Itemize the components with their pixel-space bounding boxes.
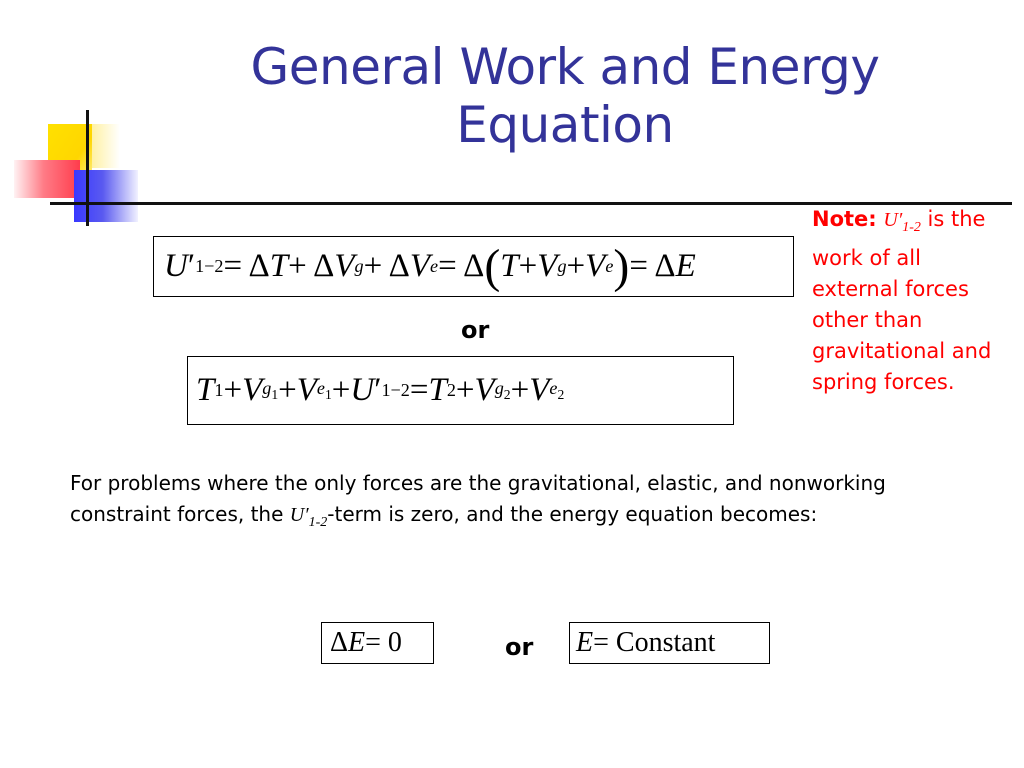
eq2-symbol-V: V: [474, 372, 495, 408]
or-label: or: [505, 633, 534, 661]
eq1-symbol-V: V: [537, 248, 558, 284]
eq2-symbol-U: U: [350, 372, 375, 408]
paragraph-symbol-U-prime: U′: [289, 504, 309, 526]
eq1-plus: +: [518, 248, 538, 284]
eq1-subscript-g: g: [557, 256, 567, 276]
eq2-equals: =: [409, 372, 429, 408]
paragraph-symbol-subscript: 1-2: [308, 515, 328, 530]
eq1-equals-delta: = Δ: [629, 248, 676, 284]
note-text: the work of all external forces other than gravitational and spring forces.: [812, 207, 992, 394]
eq1-equals-delta: = Δ: [438, 248, 485, 284]
decorative-red-bar: [14, 160, 80, 198]
explanation-paragraph: [70, 468, 970, 538]
eq1-subscript-1-2: 1−2: [195, 256, 224, 276]
eq2-subscript-e: e: [316, 378, 325, 399]
eq2-symbol-V: V: [242, 372, 263, 408]
eq2-subscript-index: 2: [503, 386, 511, 402]
eq1-symbol-V: V: [334, 248, 355, 284]
eq1-open-paren: (: [484, 239, 501, 293]
eq1-subscript-e: e: [605, 256, 614, 276]
eq2-plus: +: [455, 372, 475, 408]
eq2-subscript: 1: [214, 380, 224, 400]
eq1-close-paren: ): [613, 239, 630, 293]
eq4-symbol-E: E: [576, 627, 594, 658]
eq1-plus: +: [566, 248, 586, 284]
eq1-subscript-g: g: [354, 256, 364, 276]
eq2-plus: +: [331, 372, 351, 408]
decorative-blue-square: [74, 170, 138, 222]
eq1-symbol-T: T: [500, 248, 519, 284]
eq1-symbol-V: V: [585, 248, 606, 284]
eq2-subscript-g: g: [262, 378, 272, 399]
note-symbol-subscript: 1-2: [902, 220, 921, 235]
delta-e-zero-equation-box: [321, 622, 434, 664]
eq3-delta: Δ: [330, 627, 349, 658]
eq1-symbol-T: T: [269, 248, 289, 284]
eq1-subscript-e: e: [430, 256, 439, 276]
eq3-symbol-E: E: [348, 627, 366, 658]
eq3-equals-zero: = 0: [365, 627, 402, 658]
eq1-symbol-E: E: [675, 248, 696, 284]
eq2-subscript-index: 2: [557, 386, 565, 402]
decorative-yellow-glow: [92, 124, 120, 168]
energy-balance-equation-box: [187, 356, 734, 425]
e-constant-equation-box: [569, 622, 770, 664]
eq1-symbol-U: U: [164, 248, 188, 284]
decorative-vertical-line: [86, 110, 89, 226]
or-label: or: [461, 316, 490, 344]
eq1-plus-delta: + Δ: [288, 248, 335, 284]
eq2-symbol-T: T: [196, 372, 215, 408]
eq2-subscript-1-2: 1−2: [381, 380, 410, 400]
paragraph-text-before: For problems where the only forces are the gravitational, elastic, and nonworking constraint forces, the: [70, 471, 886, 526]
paragraph-symbol: [289, 504, 328, 530]
slide-title: [190, 38, 940, 154]
eq2-subscript-index: 1: [324, 386, 332, 402]
eq2-plus: +: [223, 372, 243, 408]
slide-title-line-2: Equation: [456, 96, 674, 154]
note-symbol-U-prime: U′: [883, 209, 903, 231]
work-energy-equation-box: [153, 236, 794, 297]
eq2-subscript: 2: [446, 380, 456, 400]
eq2-subscript-index: 1: [271, 386, 279, 402]
note-label: Note:: [812, 207, 877, 231]
note-symbol: [883, 209, 921, 235]
slide-title-line-1: General Work and Energy: [250, 38, 880, 96]
eq1-plus-delta: + Δ: [363, 248, 410, 284]
eq2-symbol-V: V: [529, 372, 550, 408]
eq2-subscript-e: e: [549, 378, 558, 399]
eq2-symbol-T: T: [428, 372, 447, 408]
note-text-is: is: [920, 207, 945, 231]
eq2-symbol-V: V: [296, 372, 317, 408]
eq1-equals-delta: = Δ: [223, 248, 270, 284]
eq4-equals-constant: = Constant: [593, 627, 716, 658]
eq1-prime: ′: [187, 248, 196, 284]
note-box: [812, 204, 1002, 398]
eq2-subscript-g: g: [494, 378, 504, 399]
eq2-prime: ′: [374, 372, 382, 408]
paragraph-text-after: -term is zero, and the energy equation becomes:: [327, 502, 818, 526]
eq2-plus: +: [278, 372, 297, 408]
eq2-plus: +: [510, 372, 530, 408]
eq1-symbol-V: V: [409, 248, 431, 284]
